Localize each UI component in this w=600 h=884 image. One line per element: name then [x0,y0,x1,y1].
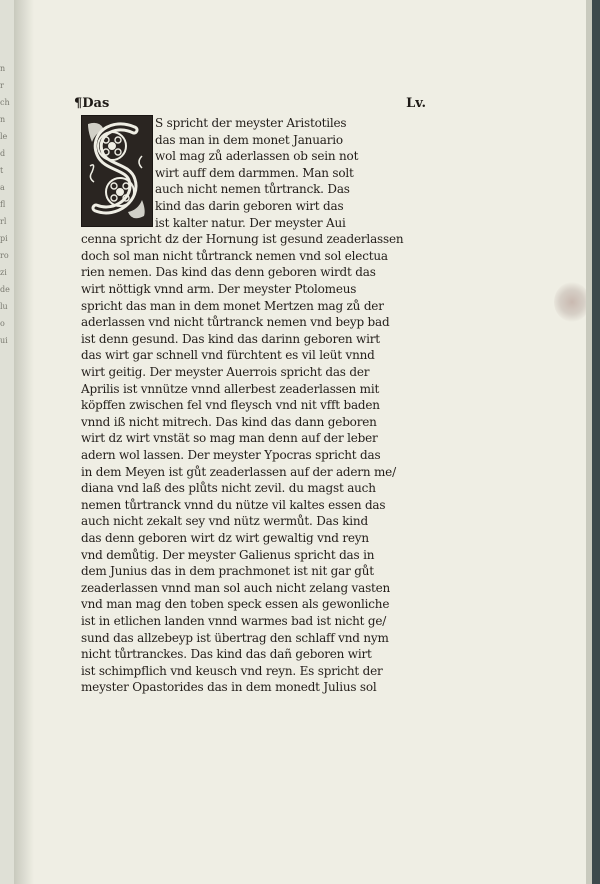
previous-page-fragment: n [0,115,6,124]
previous-page-fragment: r [0,81,4,90]
text-line: ist in etlichen landen vnnd warmes bad ist nicht ge/ [81,614,387,628]
previous-page-fragment: n [0,64,6,73]
text-line: wirt dz wirt vnstät so mag man denn auf der leber [81,431,378,446]
previous-page-fragment: o [0,319,5,328]
text-line: meyster Opastorides das in dem monedt Julius sol [81,680,377,695]
previous-page-fragment: zi [0,268,7,277]
text-line: dem Junius das in dem prachmonet ist nit gar gůt [81,564,374,579]
text-line: zeaderlassen vnnd man sol auch nicht zelang vasten [81,580,391,595]
text-line: wirt nöttigk vnnd arm. Der meyster Ptolomeus [81,282,357,296]
text-line: nemen tůrtranck vnnd du nütze vil kaltes essen das [81,497,386,512]
previous-page-text-fragments [0,60,14,580]
text-line: wirt geitig. Der meyster Auerrois spricht das der [81,365,370,379]
running-header [74,96,426,114]
previous-page-fragment: lu [0,302,8,311]
text-line: sund das allzebeyp ist übertrag den schlaff vnd nym [81,630,389,645]
previous-page-fragment: d [0,149,6,158]
previous-page-fragment: rl [0,217,7,226]
text-line: ist schimpflich vnd keusch vnd reyn. Es spricht der [81,663,383,678]
header-section-mark: ¶Das [74,96,110,111]
text-line: wol mag zů aderlassen ob sein not [155,149,359,164]
previous-page-fragment: t [0,166,4,175]
previous-page-fragment: de [0,285,10,294]
text-line: das man in dem monet Januario [155,132,343,147]
decorated-initial-graphic [82,116,152,226]
previous-page-fragment: ui [0,336,8,345]
text-line: ist kalter natur. Der meyster Aui [155,215,346,230]
text-line: diana vnd laß des plůts nicht zevil. du magst auch [81,481,376,496]
text-line: wirt auff dem darmmen. Man solt [155,165,354,180]
previous-page-fragment: pi [0,234,8,243]
text-line: vnd man mag den toben speck essen als gewonliche [81,597,390,612]
text-line: in dem Meyen ist gůt zeaderlassen auf der adern me/ [81,464,396,479]
text-line: Aprilis ist vnnütze vnnd allerbest zeaderlassen mit [81,381,380,396]
text-line: nicht tůrtranckes. Das kind das dañ geboren wirt [81,647,372,662]
text-line: spricht das man in dem monet Mertzen mag zů der [81,298,384,313]
previous-page-fragment: a [0,183,5,192]
text-line: S spricht der meyster Aristotiles [155,116,347,130]
text-line: auch nicht nemen tůrtranck. Das [155,182,350,197]
previous-page-edge [0,0,14,884]
previous-page-fragment: le [0,132,8,141]
text-line: cenna spricht dz der Hornung ist gesund zeaderlassen [81,232,404,247]
text-line: ist denn gesund. Das kind das darinn geboren wirt [81,331,380,346]
text-line: doch sol man nicht tůrtranck nemen vnd sol electua [81,248,388,263]
previous-page-fragment: fl [0,200,6,209]
text-line: das wirt gar schnell vnd fürchtent es vil leüt vnnd [81,348,375,363]
text-line: vnnd iß nicht mitrech. Das kind das dann geboren [81,414,377,429]
decorated-initial-s [81,115,153,227]
text-line: das denn geboren wirt dz wirt gewaltig vnd reyn [81,531,369,545]
text-line: köpffen zwischen fel vnd fleysch vnd nit vfft baden [81,398,380,413]
page-gutter-shadow [14,0,34,884]
text-line: auch nicht zekalt sey vnd nütz wermůt. Das kind [81,514,368,529]
text-line: kind das darin geboren wirt das [155,199,344,213]
previous-page-fragment: ro [0,251,9,260]
text-line: vnd demůtig. Der meyster Galienus spricht das in [81,547,375,562]
text-line: aderlassen vnd nicht tůrtranck nemen vnd beyp bad [81,315,390,330]
text-line: rien nemen. Das kind das denn geboren wirdt das [81,265,376,280]
paper-stain [554,282,590,322]
folio-number: Lv. [406,96,426,111]
text-line: adern wol lassen. Der meyster Ypocras spricht das [81,448,381,462]
previous-page-fragment: ch [0,98,10,107]
